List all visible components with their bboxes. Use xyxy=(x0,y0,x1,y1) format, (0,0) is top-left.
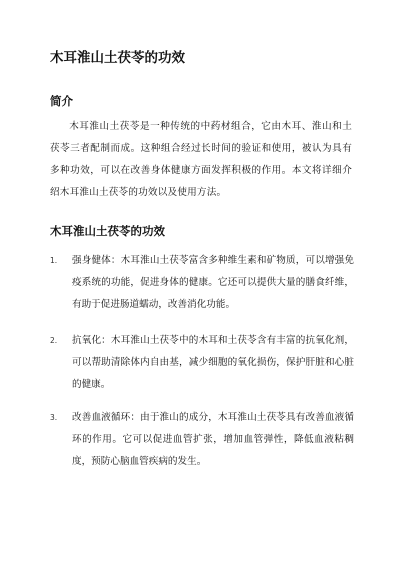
list-item-number: 2. xyxy=(50,336,58,345)
list-item-text: 改善血液循环：由于淮山的成分，木耳淮山土茯苓具有改善血液循环的作用。它可以促进血管扩张，增加血管弹性，降低血液粘稠度，预防心脑血管疾病的发生。 xyxy=(72,412,354,467)
list-item-text: 抗氧化：木耳淮山土茯苓中的木耳和土茯苓含有丰富的抗氧化剂，可以帮助清除体内自由基，减少细胞的氧化损伤，保护肝脏和心脏的健康。 xyxy=(72,335,354,390)
intro-paragraph: 木耳淮山土茯苓是一种传统的中药材组合，它由木耳、淮山和土茯苓三者配制而成。这种组合经过长时间的验证和使用，被认为具有多种功效，可以在改善身体健康方面发挥积极的作用。本文将详细介绍木耳淮山土茯苓的功效以及使用方法。 xyxy=(50,121,352,198)
list-item xyxy=(50,407,354,473)
document-title: 木耳淮山土茯苓的功效 xyxy=(50,50,185,66)
effects-heading: 木耳淮山土茯苓的功效 xyxy=(50,224,165,238)
list-item xyxy=(50,250,354,316)
list-item-number: 1. xyxy=(50,256,58,265)
list-item xyxy=(50,330,354,396)
list-item-number: 3. xyxy=(50,413,58,422)
intro-heading: 简介 xyxy=(50,94,73,108)
list-item-text: 强身健体：木耳淮山土茯苓富含多种维生素和矿物质，可以增强免疫系统的功能，促进身体的健康。它还可以提供大量的膳食纤维，有助于促进肠道蠕动，改善消化功能。 xyxy=(72,255,354,310)
